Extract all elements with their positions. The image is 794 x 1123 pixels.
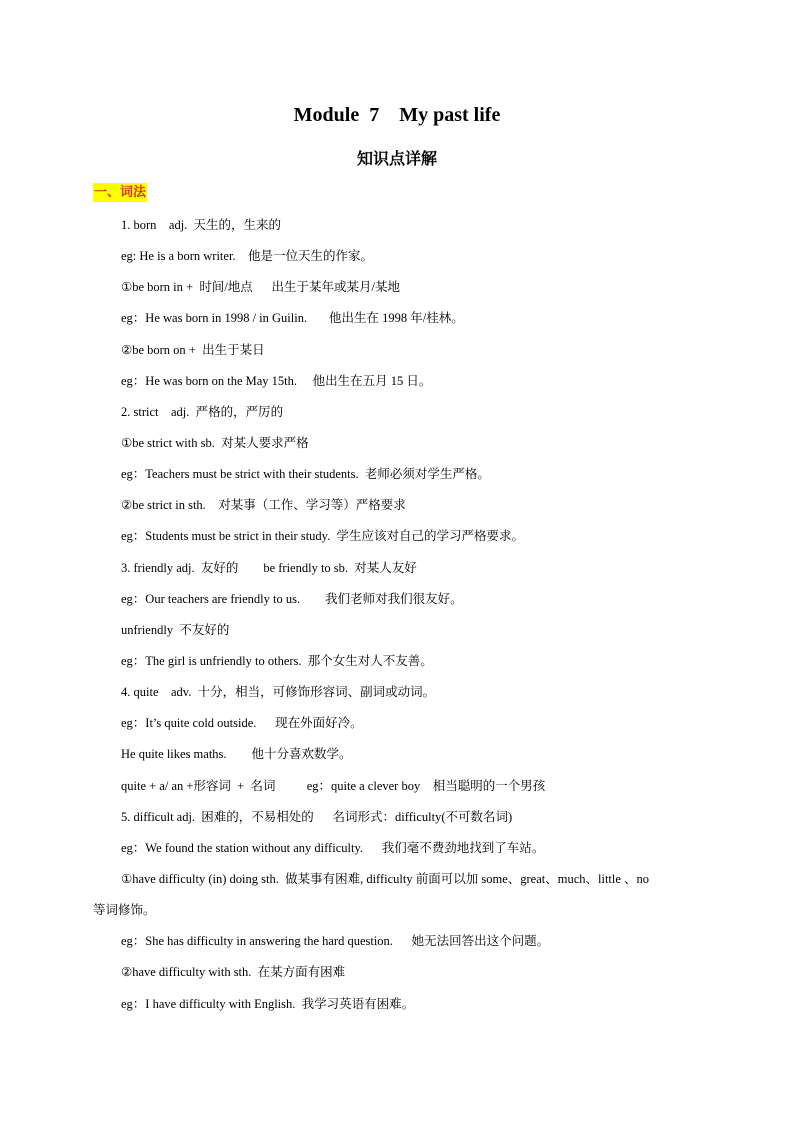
text-line: eg：The girl is unfriendly to others. 那个女生对人不友善。 — [121, 653, 433, 668]
document-subtitle: 知识点详解 — [356, 149, 437, 168]
text-line: eg：He was born in 1998 / in Guilin. 他出生在 1998 年/桂林。 — [121, 311, 464, 326]
text-line: ②be strict in sth. 对某事（工作、学习等）严格要求 — [121, 498, 406, 513]
text-line: eg：It’s quite cold outside. 现在外面好冷。 — [121, 716, 363, 731]
text-line: ②have difficulty with sth. 在某方面有困难 — [121, 965, 346, 980]
text-line: eg：Our teachers are friendly to us. 我们老师对我们很友好。 — [121, 591, 463, 606]
text-line: unfriendly 不友好的 — [121, 622, 230, 637]
text-line: He quite likes maths. 他十分喜欢数学。 — [121, 747, 352, 762]
text-line: eg：We found the station without any difficulty. 我们毫不费劲地找到了车站。 — [121, 840, 545, 855]
text-line: 4. quite adv. 十分，相当，可修饰形容词、副词或动词。 — [121, 685, 436, 700]
text-line: eg：He was born on the May 15th. 他出生在五月 15 日。 — [121, 373, 432, 388]
text-line: eg：She has difficulty in answering the hard question. 她无法回答出这个问题。 — [121, 934, 550, 949]
text-line: quite + a/ an +形容词 + 名词 eg：quite a clever boy 相当聪明的一个男孩 — [121, 778, 546, 793]
document-title: Module 7 My past life — [293, 104, 501, 126]
content-lines — [0, 214, 794, 1024]
text-line: ①be born in + 时间/地点 出生于某年或某月/某地 — [121, 280, 401, 295]
text-line-continuation: 等词修饰。 — [93, 903, 156, 918]
text-line: 2. strict adj. 严格的，严厉的 — [121, 404, 284, 419]
text-line: ②be born on + 出生于某日 — [121, 342, 265, 357]
text-line: 1. born adj. 天生的，生来的 — [121, 218, 282, 232]
text-line: eg：Students must be strict in their study. 学生应该对自己的学习严格要求。 — [121, 529, 524, 544]
text-line: 5. difficult adj. 困难的，不易相处的 名词形式：difficulty(不可数名词) — [121, 809, 513, 824]
text-line: eg: He is a born writer. 他是一位天生的作家。 — [121, 249, 374, 264]
text-line: eg：I have difficulty with English. 我学习英语有困难。 — [121, 996, 415, 1011]
text-line: ①have difficulty (in) doing sth. 做某事有困难, difficulty 前面可以加 some、great、much、little 、no — [121, 871, 650, 886]
text-line: eg：Teachers must be strict with their students. 老师必须对学生严格。 — [121, 467, 490, 482]
section-heading: 一、词法 — [94, 185, 147, 200]
text-line: ①be strict with sb. 对某人要求严格 — [121, 435, 309, 450]
text-line: 3. friendly adj. 友好的 be friendly to sb. 对某人友好 — [121, 560, 417, 575]
